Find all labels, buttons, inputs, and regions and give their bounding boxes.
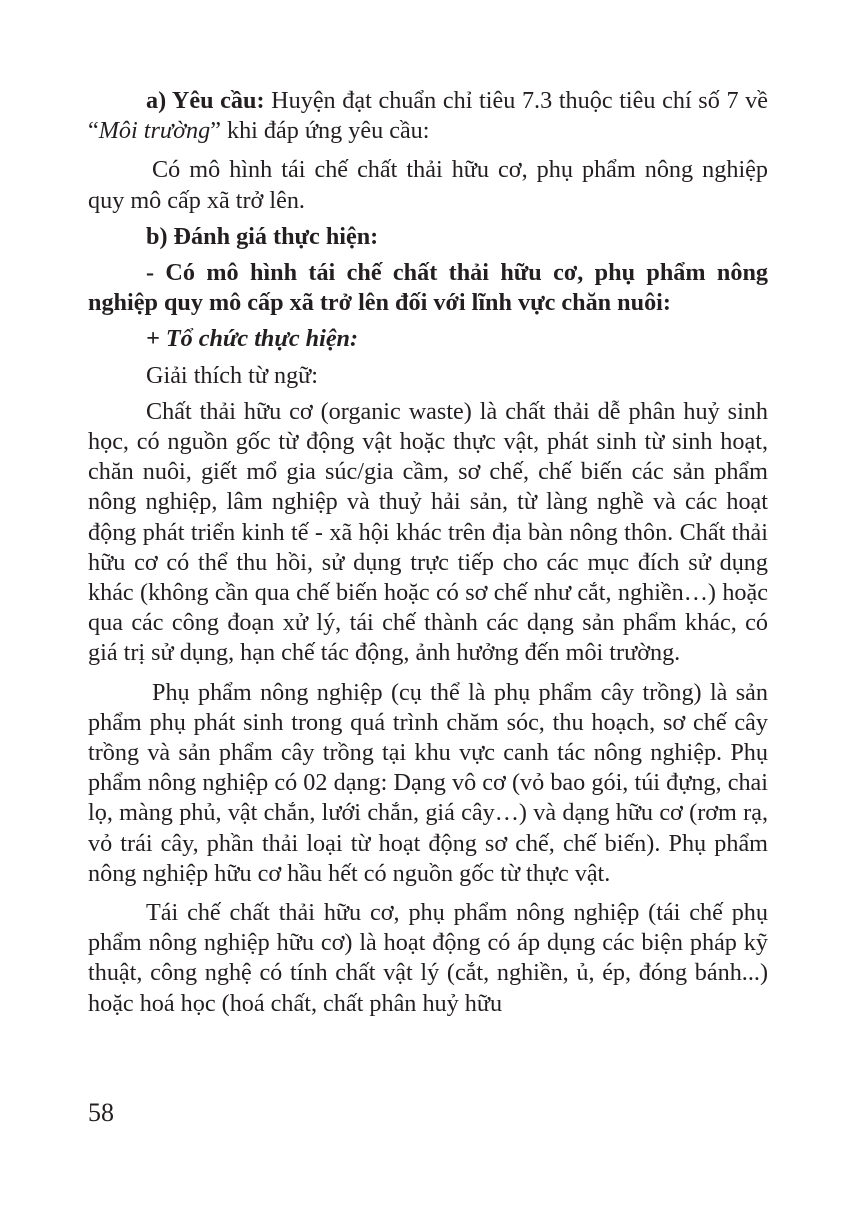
section-a-label: a) Yêu cầu:	[146, 87, 265, 114]
section-a-italic-term: Môi trường	[98, 117, 211, 145]
section-a-paragraph	[88, 86, 768, 146]
section-a-text-before: Huyện đạt chuẩn chỉ tiêu 7.3 thuộc tiêu chí số 7 về “	[88, 87, 769, 145]
requirement-paragraph: Có mô hình tái chế chất thải hữu cơ, phụ phẩm nông nghiệp quy mô cấp xã trở lên.	[88, 156, 768, 214]
section-b-label: b) Đánh giá thực hiện:	[146, 222, 379, 250]
page-body	[88, 86, 768, 1019]
agri-byproduct-paragraph: Phụ phẩm nông nghiệp (cụ thể là phụ phẩm cây trồng) là sản phẩm phụ phát sinh trong quá trình chăm sóc, thu hoạch, sơ chế cây trồng và sản phẩm cây trồng tại khu vực canh tác nông nghiệp. Phụ phẩm nông nghiệp có 02 dạng: Dạng vô cơ (vỏ bao gói, túi đựng, chai lọ, màng phủ, vật chắn, lưới chắn, giá cây…) và dạng hữu cơ (rơm rạ, vỏ trái cây, phần thải loại từ hoạt động sơ chế, chế biến). Phụ phẩm nông nghiệp hữu cơ hầu hết có nguồn gốc từ thực vật.	[88, 678, 768, 887]
criterion-heading: - Có mô hình tái chế chất thải hữu cơ, phụ phẩm nông nghiệp quy mô cấp xã trở lên đối với lĩnh vực chăn nuôi:	[88, 259, 768, 317]
glossary-intro: Giải thích từ ngữ:	[146, 361, 318, 389]
page-number: 58	[88, 1098, 114, 1127]
organic-waste-paragraph: Chất thải hữu cơ (organic waste) là chất thải dễ phân huỷ sinh học, có nguồn gốc từ động vật hoặc thực vật, phát sinh từ sinh hoạt, chăn nuôi, giết mổ gia súc/gia cầm, sơ chế, chế biến các sản phẩm nông nghiệp, lâm nghiệp và thuỷ hải sản, từ làng nghề và các hoạt động phát triển kinh tế - xã hội khác trên địa bàn nông thôn. Chất thải hữu cơ có thể thu hồi, sử dụng trực tiếp cho các mục đích sử dụng khác (không cần qua chế biến hoặc có sơ chế như cắt, nghiền…) hoặc qua các công đoạn xử lý, tái chế thành các dạng sản phẩm khác, có giá trị sử dụng, hạn chế tác động, ảnh hưởng đến môi trường.	[88, 397, 768, 667]
recycling-paragraph: Tái chế chất thải hữu cơ, phụ phẩm nông nghiệp (tái chế phụ phẩm nông nghiệp hữu cơ) là hoạt động có áp dụng các biện pháp kỹ thuật, công nghệ có tính chất vật lý (cắt, nghiền, ủ, ép, đóng bánh...) hoặc hoá học (hoá chất, chất phân huỷ hữu	[88, 899, 768, 1017]
implementation-heading: + Tổ chức thực hiện:	[146, 325, 359, 353]
section-a-text-after: ” khi đáp ứng yêu cầu:	[210, 117, 430, 145]
